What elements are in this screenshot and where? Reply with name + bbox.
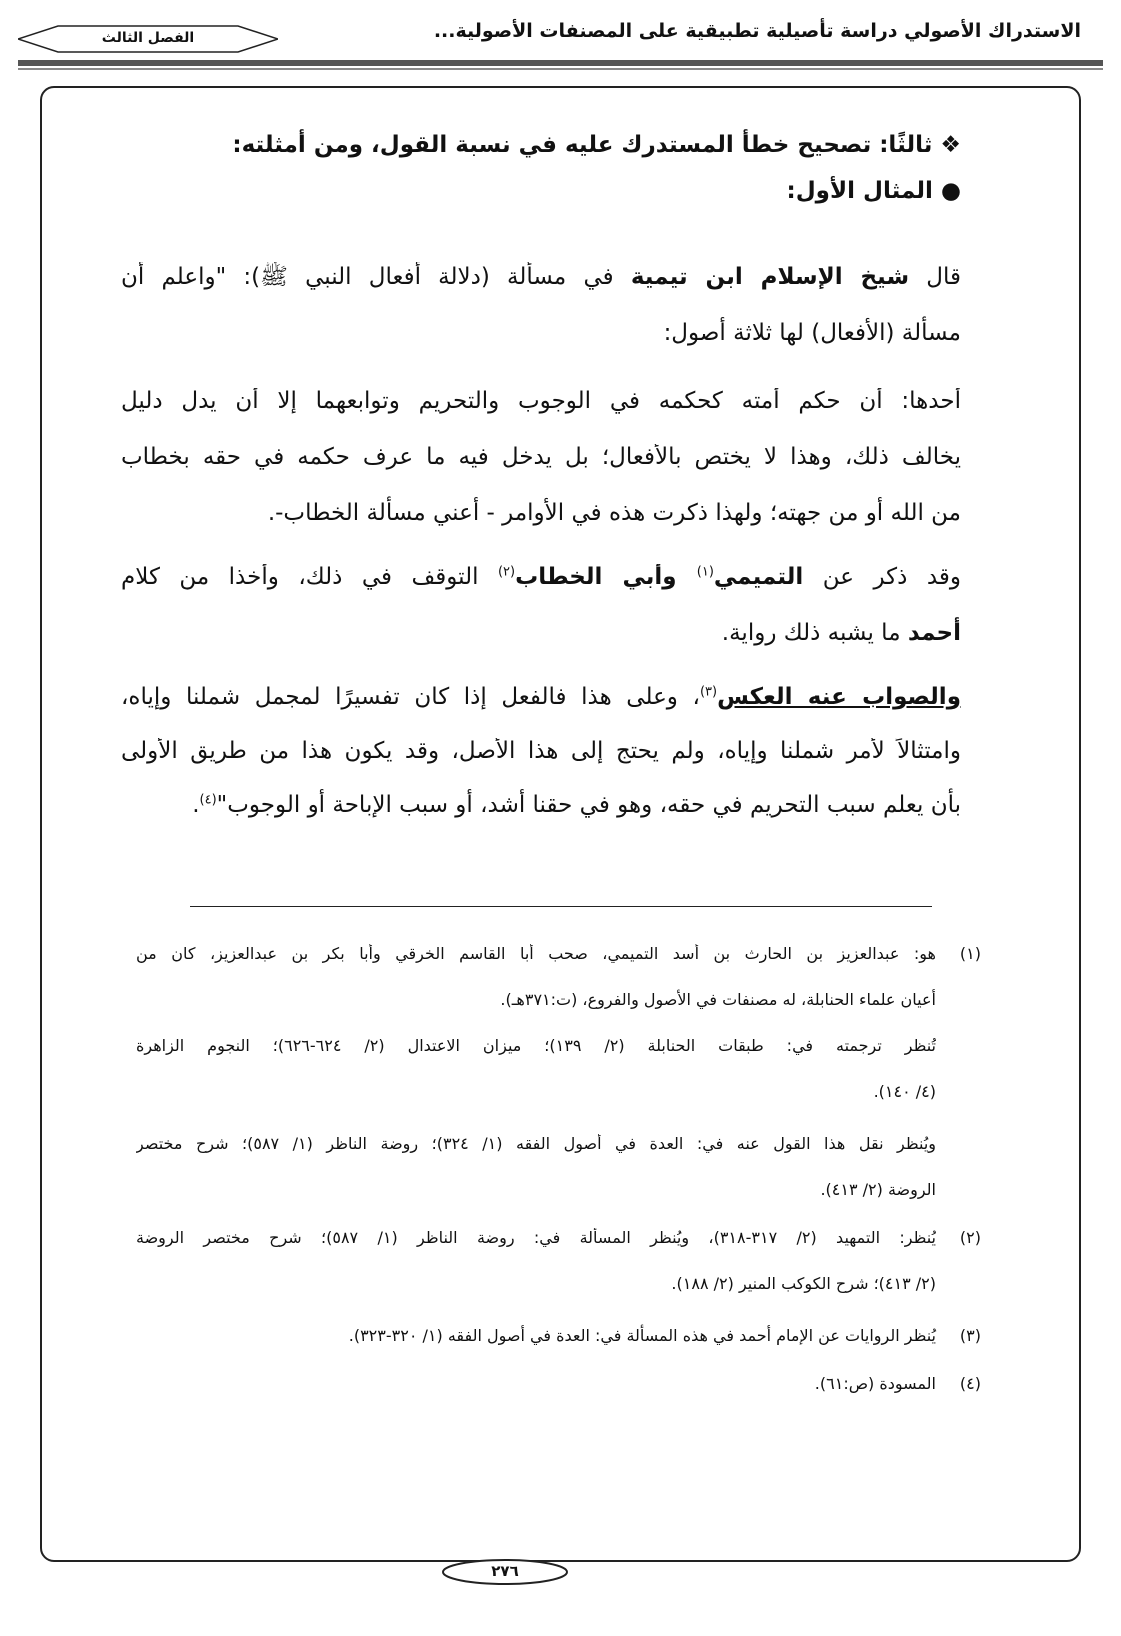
text-segment: أحمد xyxy=(907,620,961,646)
chapter-badge xyxy=(18,24,278,54)
body-line xyxy=(121,388,961,422)
footnote-ref[interactable]: (٤) xyxy=(199,792,217,808)
text-segment: ما يشبه ذلك رواية. xyxy=(721,620,908,646)
footnote-number: (١) xyxy=(959,944,981,963)
text-segment: أحدها: أن حكم أمته كحكمه في الوجوب والتحريم وتوابعهما إلا أن يدل دليل xyxy=(121,388,961,414)
footnote-ref[interactable]: (٣) xyxy=(699,684,718,700)
footnote-number: (٢) xyxy=(959,1228,981,1247)
footnote-number: (٤) xyxy=(959,1374,981,1393)
footnote-number: (٣) xyxy=(959,1326,981,1345)
text-segment: ، وعلى هذا فالفعل إذا كان تفسيرًا لمجمل شملنا وإياه، xyxy=(121,684,700,710)
body-line xyxy=(121,132,961,158)
text-segment: قال xyxy=(909,264,961,290)
footnote-line: (٢/ ٤١٣)؛ شرح الكوكب المنير (٢/ ١٨٨). xyxy=(671,1274,936,1293)
text-segment: التوقف في ذلك، وأخذا من كلام xyxy=(121,564,498,590)
footnote-line: يُنظر: التمهيد (٢/ ٣١٧-٣١٨)، ويُنظر المسألة في: روضة الناظر (١/ ٥٨٧)؛ شرح مختصر الروضة xyxy=(136,1228,936,1247)
footnote-line: هو: عبدالعزيز بن الحارث بن أسد التميمي، صحب أبا القاسم الخرقي وأبا بكر بن عبدالعزيز، كان من xyxy=(136,944,936,963)
footnote-separator xyxy=(190,906,932,907)
text-segment: بأن يعلم سبب التحريم في حقه، وهو في حقنا أشد، أو سبب الإباحة أو الوجوب" xyxy=(216,792,961,818)
footnote-line: (٤/ ١٤٠). xyxy=(873,1082,936,1101)
body-line xyxy=(121,262,961,296)
footnote-ref[interactable]: (١) xyxy=(696,564,714,580)
text-segment: من الله أو من جهته؛ ولهذا ذكرت هذه في الأوامر - أعني مسألة الخطاب-. xyxy=(267,500,961,526)
text-segment: مسألة (الأفعال) لها ثلاثة أصول: xyxy=(663,320,961,346)
text-segment: يخالف ذلك، وهذا لا يختص بالأفعال؛ بل يدخل فيه ما عرف حكمه في حقه بخطاب xyxy=(121,444,961,470)
footnote-line: الروضة (٢/ ٤١٣). xyxy=(820,1180,936,1199)
footnote-line: يُنظر الروايات عن الإمام أحمد في هذه المسألة في: العدة في أصول الفقه (١/ ٣٢٠-٣٢٣). xyxy=(348,1326,936,1345)
text-segment: والصواب عنه العكس xyxy=(717,684,961,710)
body-line xyxy=(121,444,961,478)
footnote-line: ويُنظر نقل هذا القول عنه في: العدة في أصول الفقه (١/ ٣٢٤)؛ روضة الناظر (١/ ٥٨٧)؛ شرح مختصر xyxy=(136,1134,936,1153)
text-segment: التميمي xyxy=(713,564,804,590)
text-segment: وامتثالاً لأمر شملنا وإياه، ولم يحتج إلى هذا الأصل، وقد يكون هذا من طريق الأولى xyxy=(121,738,961,764)
body-line xyxy=(121,684,961,718)
body-line xyxy=(121,738,961,772)
book-title: الاستدراك الأصولي دراسة تأصيلية تطبيقية على المصنفات الأصولية... xyxy=(433,20,1081,42)
page-number: ٢٧٦ xyxy=(491,1562,519,1580)
body-line xyxy=(121,620,961,646)
text-segment: وقد ذكر عن xyxy=(803,564,961,590)
text-segment: في مسألة (دلالة أفعال النبي ﷺ): "واعلم أن xyxy=(121,264,631,290)
footnote-ref[interactable]: (٢) xyxy=(497,564,516,580)
text-segment: شيخ الإسلام ابن تيمية xyxy=(630,264,910,290)
chapter-label: الفصل الثالث xyxy=(101,30,195,46)
header-rule-thin xyxy=(18,68,1103,70)
body-line xyxy=(121,178,961,204)
body-line xyxy=(121,564,961,598)
page-number-badge xyxy=(440,1558,570,1586)
text-segment: . xyxy=(192,792,200,818)
footnote-line: أعيان علماء الحنابلة، له مصنفات في الأصول والفروع، (ت:٣٧١هـ). xyxy=(500,990,936,1009)
body-line xyxy=(121,320,961,346)
text-segment: ● المثال الأول: xyxy=(786,178,961,204)
body-line xyxy=(121,500,961,526)
footnote-line: تُنظر ترجمته في: طبقات الحنابلة (٢/ ١٣٩)؛ ميزان الاعتدال (٢/ ٦٢٤-٦٢٦)؛ النجوم الزاهرة xyxy=(136,1036,936,1055)
text-segment: ❖ ثالثًا: تصحيح خطأ المستدرك عليه في نسبة القول، ومن أمثلته: xyxy=(232,132,961,158)
header-rule xyxy=(18,60,1103,66)
text-segment: وأبي الخطاب xyxy=(515,564,697,590)
body-line xyxy=(121,792,961,818)
footnote-line: المسودة (ص:٦١). xyxy=(814,1374,936,1393)
